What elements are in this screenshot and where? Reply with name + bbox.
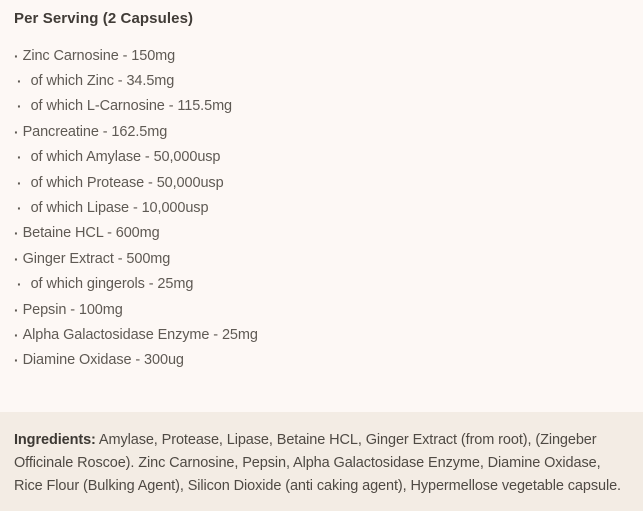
list-item <box>14 195 629 220</box>
list-item-label: Diamine Oxidase - 300ug <box>22 352 184 369</box>
serving-title: Per Serving (2 Capsules) <box>14 10 194 27</box>
bullet-icon: · <box>17 149 22 166</box>
list-item-label: Pepsin - 100mg <box>22 301 123 318</box>
bullet-icon: · <box>17 276 22 293</box>
bullet-icon: · <box>14 326 19 343</box>
list-item <box>14 246 629 271</box>
list-item-label: of which Zinc - 34.5mg <box>30 73 175 90</box>
bullet-icon: · <box>14 301 19 318</box>
bullet-icon: · <box>14 250 19 267</box>
list-item <box>14 348 629 373</box>
list-item <box>14 297 629 322</box>
list-item-label: of which Lipase - 10,000usp <box>30 200 209 217</box>
bullet-icon: · <box>17 98 22 115</box>
list-item-label: Ginger Extract - 500mg <box>22 250 171 267</box>
ingredients-label: Ingredients: <box>14 432 96 448</box>
list-item-label: Alpha Galactosidase Enzyme - 25mg <box>22 326 258 343</box>
list-item <box>14 221 629 246</box>
list-item <box>14 145 629 170</box>
list-item-label: Pancreatine - 162.5mg <box>22 123 168 140</box>
list-item-label: Zinc Carnosine - 150mg <box>22 47 176 64</box>
bullet-icon: · <box>17 73 22 90</box>
bullet-icon: · <box>14 47 19 64</box>
ingredients-text: Amylase, Protease, Lipase, Betaine HCL, Ginger Extract (from root), (Zingeber Officinale Roscoe). Zinc Carnosine, Pepsin, Alpha Galactosidase Enzyme, Diamine Oxidase, Rice Flour (Bulking Agent), Silicon Dioxide (anti caking agent), Hypermellose vegetable capsule. <box>14 432 621 494</box>
list-item <box>14 170 629 195</box>
list-item-label: Betaine HCL - 600mg <box>22 225 160 242</box>
list-item <box>14 322 629 347</box>
ingredients-paragraph <box>14 429 633 498</box>
list-item-label: of which Amylase - 50,000usp <box>30 149 221 166</box>
bullet-icon: · <box>14 352 19 369</box>
list-item <box>14 68 629 93</box>
list-item <box>14 119 629 144</box>
bullet-icon: · <box>14 225 19 242</box>
serving-list <box>0 43 643 373</box>
list-item <box>14 43 629 68</box>
list-item-label: of which gingerols - 25mg <box>30 276 194 293</box>
bullet-icon: · <box>17 174 22 191</box>
bullet-icon: · <box>14 123 19 140</box>
list-item-label: of which Protease - 50,000usp <box>30 174 224 191</box>
list-item <box>14 94 629 119</box>
bullet-icon: · <box>17 200 22 217</box>
ingredients-section <box>0 412 643 511</box>
list-item-label: of which L-Carnosine - 115.5mg <box>30 98 233 115</box>
list-item <box>14 272 629 297</box>
